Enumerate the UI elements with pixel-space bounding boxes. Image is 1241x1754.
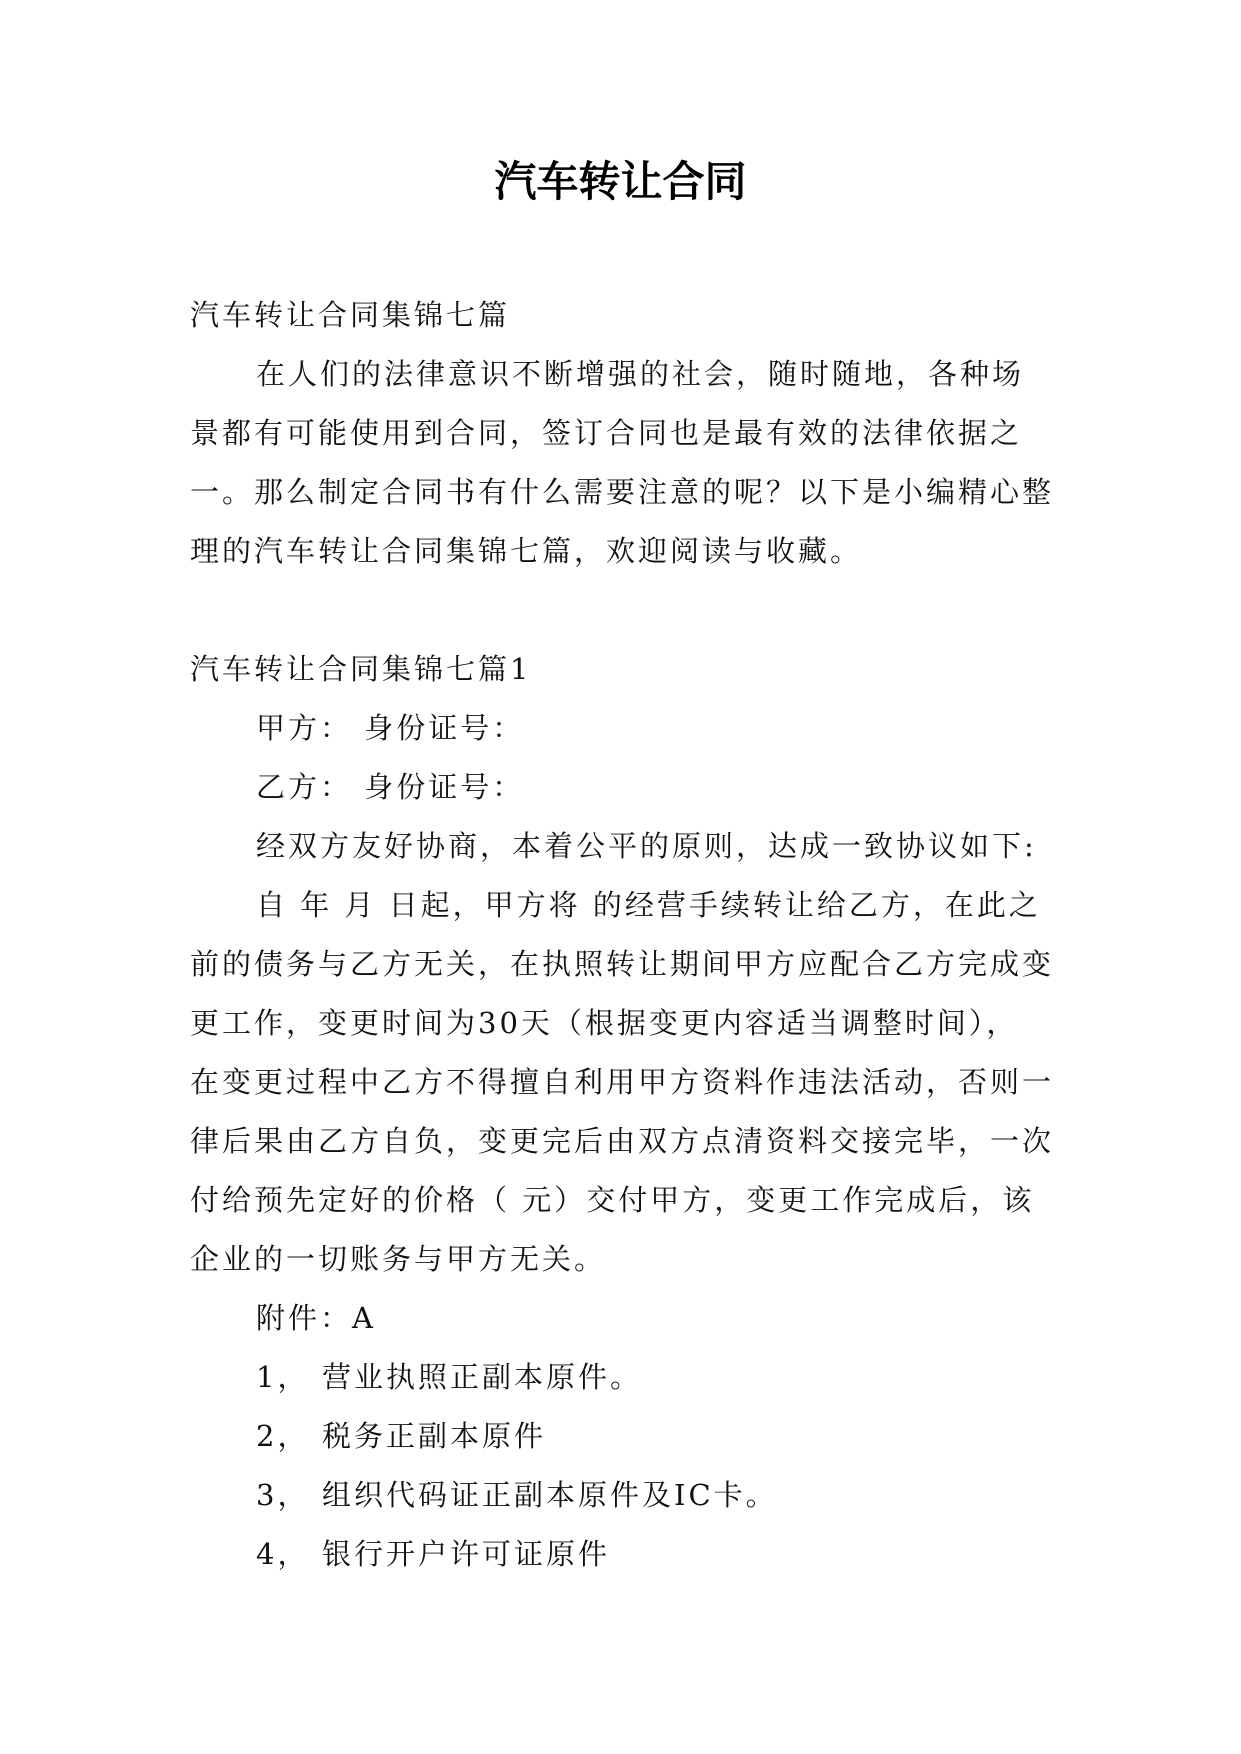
attachment-number: 4，: [256, 1537, 310, 1571]
document-subtitle: 汽车转让合同集锦七篇: [190, 298, 511, 332]
document-title: 汽车转让合同: [494, 157, 747, 206]
intro-paragraph: 在人们的法律意识不断增强的社会，随时随地，各种场景都有可能使用到合同，签订合同也是最有效的法律依据之一。那么制定合同书有什么需要注意的呢？以下是小编精心整理的汽车转让合同集锦七篇，欢迎阅读与收藏。: [190, 357, 1055, 568]
section-heading: 汽车转让合同集锦七篇1: [190, 652, 532, 686]
attachment-text: 银行开户许可证原件: [322, 1537, 611, 1571]
document-body: [190, 286, 1054, 1584]
attachment-label: 附件：A: [256, 1301, 376, 1335]
attachment-text: 税务正副本原件: [322, 1419, 547, 1453]
attachment-item: [190, 1407, 1054, 1466]
attachment-item: [190, 1348, 1054, 1407]
party-a-line: 甲方： 身份证号：: [256, 711, 525, 745]
attachment-text: 营业执照正副本原件。: [322, 1360, 643, 1394]
attachment-number: 2，: [256, 1419, 310, 1453]
attachment-item: [190, 1525, 1054, 1584]
attachment-item: [190, 1466, 1054, 1525]
attachment-number: 1，: [256, 1360, 310, 1394]
attachment-text: 组织代码证正副本原件及IC卡。: [322, 1478, 778, 1512]
attachment-number: 3，: [256, 1478, 310, 1512]
party-b-line: 乙方： 身份证号：: [256, 770, 525, 804]
main-clause-paragraph: 自 年 月 日起，甲方将 的经营手续转让给乙方，在此之前的债务与乙方无关，在执照转让期间甲方应配合乙方完成变更工作，变更时间为30天（根据变更内容适当调整时间）， 在变更过程中乙方不得擅自利用甲方资料作违法活动，否则一律后果由乙方自负，变更完后由双方点清资料交接完毕，一次付给预先定好的价格（ 元）交付甲方，变更工作完成后，该企业的一切账务与甲方无关。: [190, 888, 1055, 1276]
agreement-line: 经双方友好协商，本着公平的原则，达成一致协议如下:: [256, 829, 1037, 863]
paragraph-spacer: [190, 581, 1054, 640]
